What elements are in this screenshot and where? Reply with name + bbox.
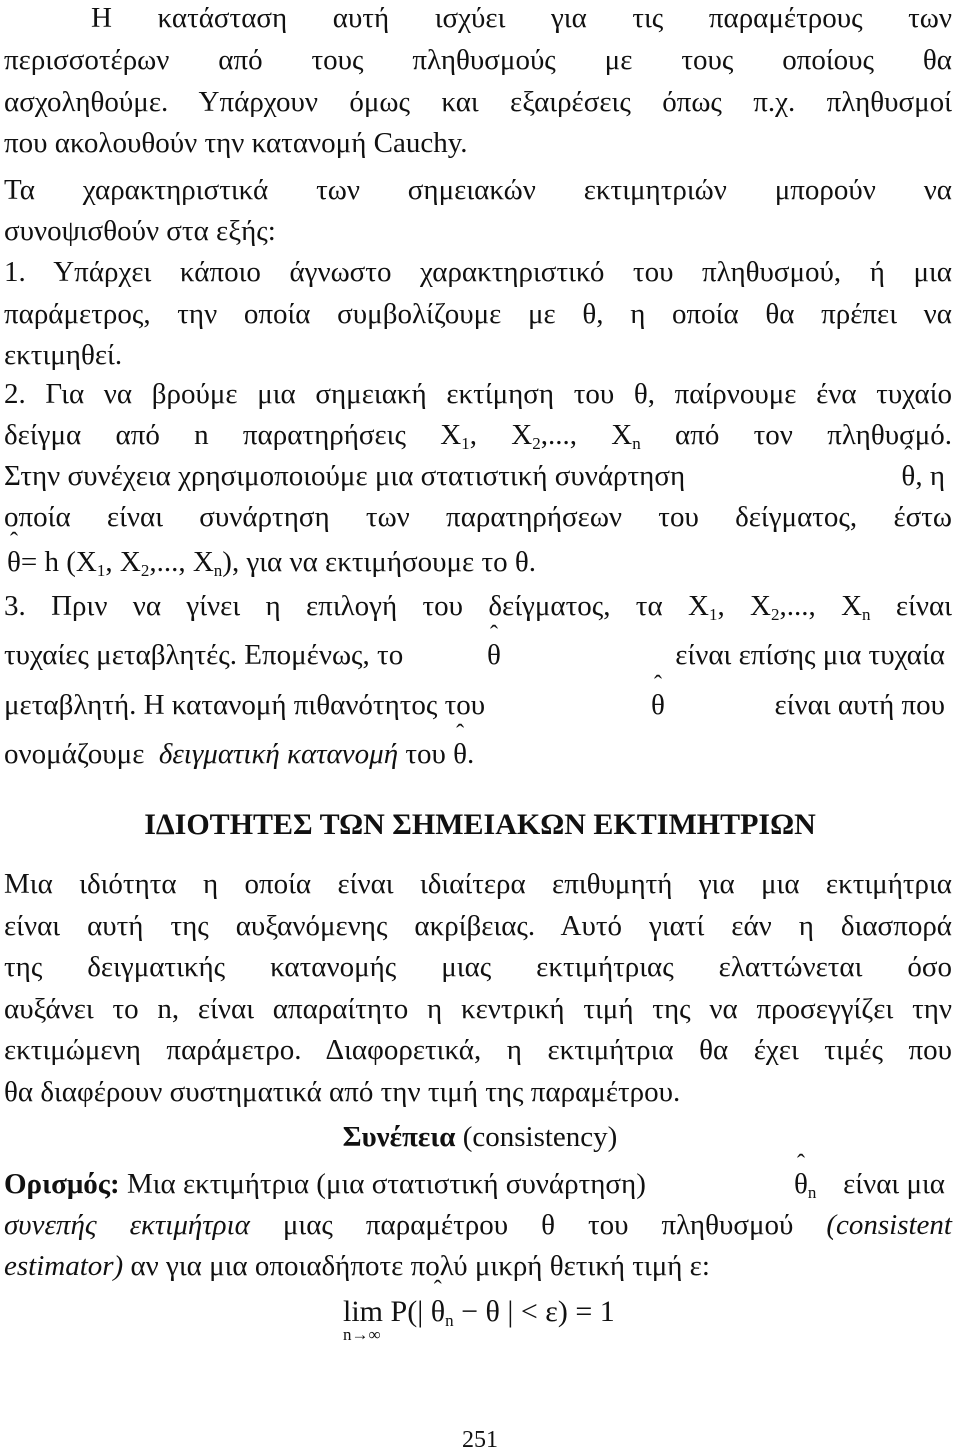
text-line: που ακολουθούν την κατανομή Cauchy. bbox=[4, 127, 468, 159]
page-number: 251 bbox=[462, 1427, 498, 1453]
text-line: οποία είναι συνάρτηση των παρατηρήσεων του δείγματος, έστω bbox=[4, 501, 952, 533]
text-line: εκτιμώμενη παράμετρο. Διαφορετικά, η εκτιμήτρια θα έχει τιμές που bbox=[4, 1034, 952, 1066]
theta-hat-symbol: ˆ θ bbox=[901, 462, 915, 491]
text-line: συνεπής εκτιμήτρια μιας παραμέτρου θ του πληθυσμού (consistent bbox=[4, 1209, 952, 1241]
section-heading: ΙΔΙΟΤΗΤΕΣ ΤΩΝ ΣΗΜΕΙΑΚΩΝ ΕΚΤΙΜΗΤΡΙΩΝ bbox=[144, 808, 816, 841]
text-line: estimator) αν για μια οποιαδήποτε πολύ μικρή θετική τιμή ε: bbox=[4, 1250, 710, 1282]
theta-hat-symbol: ˆ θ bbox=[487, 641, 501, 670]
text-line: παράμετρος, την οποία συμβολίζουμε με θ, η οποία θα πρέπει να bbox=[4, 298, 952, 330]
theta-hat-symbol: ˆ θ bbox=[794, 1170, 808, 1199]
text-line: αυξάνει το n, είναι απαραίτητο η κεντρική τιμή της να προσεγγίζει την bbox=[4, 993, 952, 1025]
text-line: τυχαίες μεταβλητές. Επομένως, το ˆ θ είναι επίσης μια τυχαία bbox=[4, 641, 952, 670]
list-item-2: 2. Για να βρούμε μια σημειακή εκτίμηση του θ, παίρνουμε ένα τυχαίο bbox=[4, 378, 952, 410]
theta-hat-symbol: ˆ θ bbox=[453, 740, 467, 769]
list-item-1: 1. Υπάρχει κάποιο άγνωστο χαρακτηριστικό του πληθυσμού, ή μια bbox=[4, 256, 952, 288]
theta-hat-symbol: ˆ θ bbox=[7, 548, 21, 577]
text-line: θα διαφέρουν συστηματικά από την τιμή της παραμέτρου. bbox=[4, 1076, 681, 1108]
text-line: ασχοληθούμε. Υπάρχουν όμως και εξαιρέσεις όπως π.χ. πληθυσμοί bbox=[4, 86, 952, 118]
text-line: είναι αυτή της αυξανόμενης ακρίβειας. Αυτό γιατί εάν η διασπορά bbox=[4, 910, 952, 942]
text-line: Στην συνέχεια χρησιμοποιούμε μια στατιστική συνάρτηση ˆ θ, η bbox=[4, 462, 952, 491]
text-line: συνοψισθούν στα εξής: bbox=[4, 215, 276, 247]
text-line: Μια ιδιότητα η οποία είναι ιδιαίτερα επιθυμητή για μια εκτιμήτρια bbox=[4, 868, 952, 900]
text-line: ˆ θ= h ($X_1$, $X_2$,..., $X_n$), για να εκτιμήσουμε το θ. bbox=[7, 548, 952, 579]
list-item-3: 3. Πριν να γίνει η επιλογή του δείγματος, τα $X_1$, $X_2$,..., $X_n$ είναι bbox=[4, 590, 952, 624]
text-line: μεταβλητή. Η κατανομή πιθανότητος του ˆ θ είναι αυτή που bbox=[4, 691, 952, 720]
definition-line: Ορισμός: Μια εκτιμήτρια (μια στατιστική συνάρτηση) ˆ $\theta_n$ είναι μια bbox=[4, 1170, 952, 1199]
subsection-title: Συνέπεια (consistency) bbox=[342, 1121, 618, 1153]
definition-label: Ορισμός: bbox=[4, 1168, 120, 1200]
text-line: εκτιμηθεί. bbox=[4, 339, 123, 371]
theta-hat-symbol: ˆ θ bbox=[651, 691, 665, 720]
theta-hat-symbol: ˆ θ bbox=[431, 1295, 445, 1329]
consistency-formula: lim n→∞ P(| ˆ $\theta_n - \theta$ | < ε) = 1 bbox=[343, 1295, 615, 1331]
text-line: της δειγματικής κατανομής μιας εκτιμήτριας ελαττώνεται όσο bbox=[4, 951, 952, 983]
text-line: ονομάζουμε δειγματική κατανομή του ˆ θ. bbox=[4, 740, 952, 769]
text-line: Η κατάσταση αυτή ισχύει για τις παραμέτρους των bbox=[91, 2, 952, 34]
text-line: περισσοτέρων από τους πληθυσμούς με τους οποίους θα bbox=[4, 44, 952, 76]
text-line: Τα χαρακτηριστικά των σημειακών εκτιμητριών μπορούν να bbox=[4, 174, 952, 206]
text-line: δείγμα από n παρατηρήσεις $X_1$, $X_2$,..., $X_n$ από τον πληθυσμό. bbox=[4, 419, 952, 453]
